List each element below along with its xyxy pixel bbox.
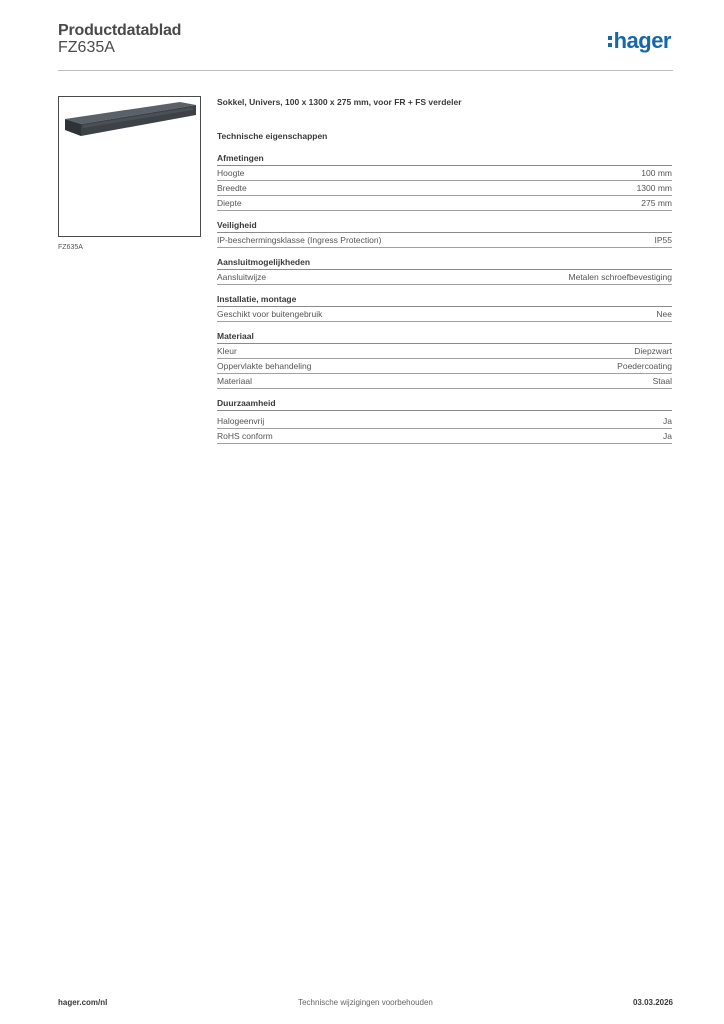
product-image xyxy=(58,96,201,237)
spec-value: Diepzwart xyxy=(634,346,672,356)
spec-label: Diepte xyxy=(217,198,242,208)
spec-value: 1300 mm xyxy=(636,183,672,193)
spec-label: Halogeenvrij xyxy=(217,416,265,426)
tech-properties-heading: Technische eigenschappen xyxy=(217,131,328,141)
spec-row xyxy=(217,414,672,429)
spec-label: RoHS conform xyxy=(217,431,273,441)
spec-row xyxy=(217,359,672,374)
section-afmetingen xyxy=(217,152,672,211)
section-title: Afmetingen xyxy=(217,152,672,166)
spec-label: Geschikt voor buitengebruik xyxy=(217,309,323,319)
spec-row xyxy=(217,307,672,322)
spec-row xyxy=(217,270,672,285)
section-veiligheid xyxy=(217,219,672,248)
spec-value: Ja xyxy=(663,431,672,441)
spec-label: Breedte xyxy=(217,183,247,193)
section-installatie xyxy=(217,293,672,322)
spec-label: Kleur xyxy=(217,346,237,356)
spec-row xyxy=(217,181,672,196)
spec-value: Metalen schroefbevestiging xyxy=(568,272,672,282)
footer-website-link[interactable]: hager.com/nl xyxy=(58,998,108,1007)
page-header xyxy=(58,22,673,71)
spec-value: 275 mm xyxy=(641,198,672,208)
image-caption: FZ635A xyxy=(58,244,83,251)
spec-label: Aansluitwijze xyxy=(217,272,267,282)
spec-value: Ja xyxy=(663,416,672,426)
spec-value: Nee xyxy=(656,309,672,319)
plinth-illustration xyxy=(59,97,200,236)
page-footer xyxy=(58,998,673,1010)
section-title: Aansluitmogelijkheden xyxy=(217,256,672,270)
logo-text: hager xyxy=(613,28,671,53)
spec-value: Poedercoating xyxy=(617,361,672,371)
footer-disclaimer: Technische wijzigingen voorbehouden xyxy=(298,998,433,1007)
spec-row xyxy=(217,196,672,211)
spec-row xyxy=(217,429,672,444)
section-title: Veiligheid xyxy=(217,219,672,233)
section-title: Installatie, montage xyxy=(217,293,672,307)
spec-value: Staal xyxy=(652,376,672,386)
spec-row xyxy=(217,374,672,389)
spec-label: Hoogte xyxy=(217,168,245,178)
spec-label: IP-beschermingsklasse (Ingress Protection) xyxy=(217,235,382,245)
spec-label: Materiaal xyxy=(217,376,252,386)
footer-date: 03.03.2026 xyxy=(632,998,673,1007)
spec-value: IP55 xyxy=(654,235,672,245)
spec-row xyxy=(217,166,672,181)
product-code: FZ635A xyxy=(58,39,115,56)
spec-value: 100 mm xyxy=(641,168,672,178)
section-aansluitmogelijkheden xyxy=(217,256,672,285)
document-title: Productdatablad xyxy=(58,22,182,39)
spec-row xyxy=(217,233,672,248)
section-materiaal xyxy=(217,330,672,389)
hager-logo[interactable] xyxy=(608,28,671,54)
spec-row xyxy=(217,344,672,359)
section-title: Duurzaamheid xyxy=(217,397,672,411)
product-description: Sokkel, Univers, 100 x 1300 x 275 mm, voor FR + FS verdeler xyxy=(217,97,462,107)
section-title: Materiaal xyxy=(217,330,672,344)
product-content xyxy=(217,95,672,444)
section-duurzaamheid xyxy=(217,397,672,444)
logo-dots-icon xyxy=(608,36,612,47)
spec-label: Oppervlakte behandeling xyxy=(217,361,312,371)
